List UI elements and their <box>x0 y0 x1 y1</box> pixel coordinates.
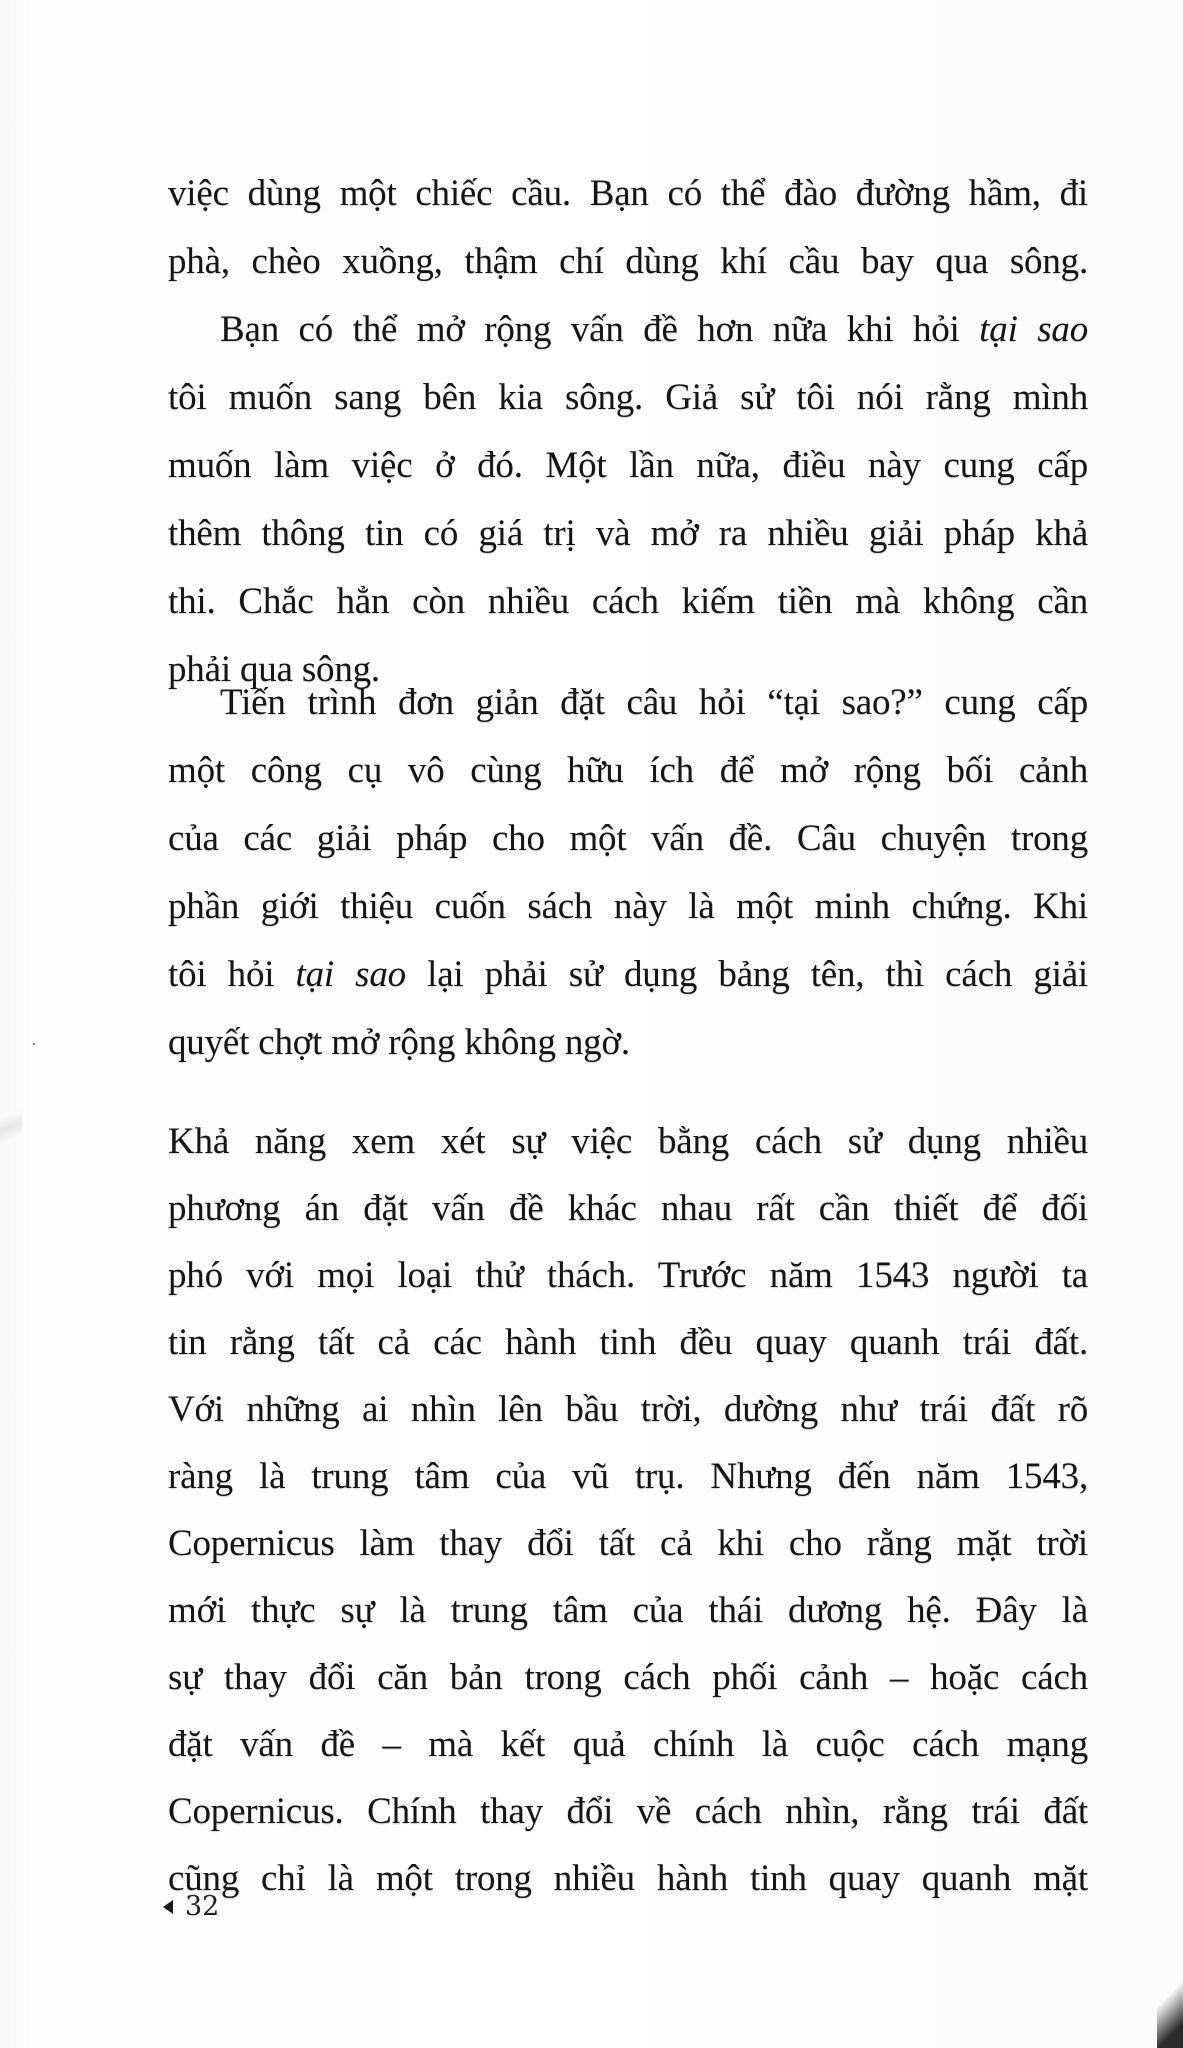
text-line: Tiến trình đơn giản đặt câu hỏi “tại sao?” cung cấp <box>220 682 1088 723</box>
text-line <box>168 951 1088 999</box>
emphasis-text: tại sao <box>979 309 1088 350</box>
text-line: ràng là trung tâm của vũ trụ. Nhưng đến năm 1543, <box>168 1456 1088 1497</box>
text-line: phương án đặt vấn đề khác nhau rất cần thiết để đối <box>168 1188 1088 1229</box>
text-line: cũng chỉ là một trong nhiều hành tinh quay quanh mặt <box>168 1858 1088 1899</box>
text-line: thêm thông tin có giá trị và mở ra nhiều giải pháp khả <box>168 513 1088 554</box>
emphasis-text: tại sao <box>295 954 406 995</box>
text-line: việc dùng một chiếc cầu. Bạn có thể đào đường hầm, đi <box>168 173 1088 214</box>
text-line: Khả năng xem xét sự việc bằng cách sử dụng nhiều <box>168 1121 1088 1162</box>
text-line: một công cụ vô cùng hữu ích để mở rộng bối cảnh <box>168 750 1088 791</box>
text-line: phó với mọi loại thử thách. Trước năm 1543 người ta <box>168 1255 1088 1296</box>
text-line: sự thay đổi căn bản trong cách phối cảnh – hoặc cách <box>168 1657 1088 1698</box>
text-run: lại phải sử dụng bảng tên, thì cách giải <box>405 954 1088 995</box>
thumb-shadow <box>1157 1978 1183 2048</box>
triangle-left-icon <box>163 1900 173 1914</box>
text-run: tôi hỏi <box>168 954 296 995</box>
text-line: thi. Chắc hẳn còn nhiều cách kiếm tiền mà không cần <box>168 581 1088 622</box>
text-line: Copernicus. Chính thay đổi về cách nhìn, rằng trái đất <box>168 1791 1088 1832</box>
text-line: Với những ai nhìn lên bầu trời, dường như trái đất rõ <box>168 1389 1088 1430</box>
text-line: Copernicus làm thay đổi tất cả khi cho rằng mặt trời <box>168 1523 1088 1564</box>
text-run: Bạn có thể mở rộng vấn đề hơn nữa khi hỏi <box>220 309 980 350</box>
text-line: mới thực sự là trung tâm của thái dương hệ. Đây là <box>168 1590 1088 1631</box>
text-line: của các giải pháp cho một vấn đề. Câu chuyện trong <box>168 818 1088 859</box>
text-line: quyết chợt mở rộng không ngờ. <box>168 1022 630 1063</box>
text-line: đặt vấn đề – mà kết quả chính là cuộc cách mạng <box>168 1724 1088 1765</box>
text-line: phải qua sông. <box>168 649 380 690</box>
paper-speck <box>33 1043 35 1045</box>
text-line <box>220 306 1088 354</box>
text-line: tôi muốn sang bên kia sông. Giả sử tôi nói rằng mình <box>168 377 1088 418</box>
text-line: tin rằng tất cả các hành tinh đều quay quanh trái đất. <box>168 1322 1088 1363</box>
page-footer <box>163 1891 219 1922</box>
page-number: 32 <box>185 1891 220 1922</box>
text-line: muốn làm việc ở đó. Một lần nữa, điều này cung cấp <box>168 445 1088 486</box>
page-edge-shadow <box>0 1090 22 1150</box>
text-line: phà, chèo xuồng, thậm chí dùng khí cầu bay qua sông. <box>168 241 1088 282</box>
text-line: phần giới thiệu cuốn sách này là một minh chứng. Khi <box>168 886 1088 927</box>
